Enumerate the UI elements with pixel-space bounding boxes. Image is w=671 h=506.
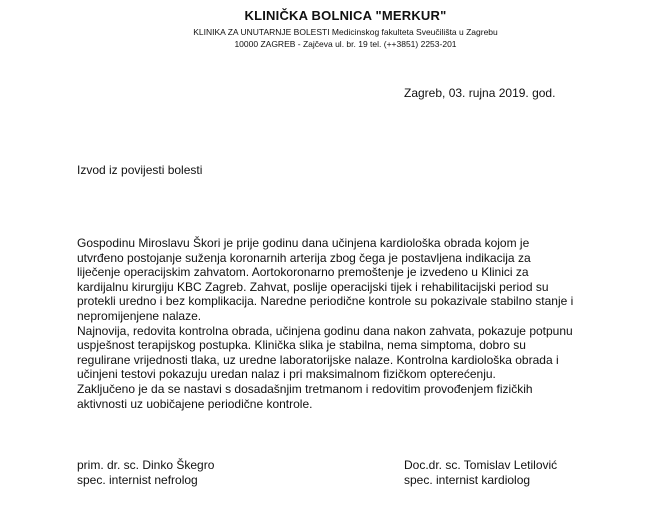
signatory-name: prim. dr. sc. Dinko Škegro xyxy=(77,458,215,472)
hospital-address: 10000 ZAGREB - Zajčeva ul. br. 19 tel. (++3851) 2253-201 xyxy=(234,39,457,49)
signatory-title: spec. internist kardiolog xyxy=(404,473,531,487)
letter-body xyxy=(77,236,577,411)
signatory-title: spec. internist nefrolog xyxy=(77,473,198,487)
letter-date: Zagreb, 03. rujna 2019. god. xyxy=(404,86,556,100)
body-paragraph: Gospodinu Miroslavu Škori je prije godinu dana učinjena kardiološka obrada kojom je utvrđeno postojanje suženja koronarnih arterija zbog čega je postavljena indikacija za liječenje operacijskim zahvatom. Aortokoronarno premoštenje je izvedeno u Klinici za kardijalnu kirurgiju KBC Zagreb. Zahvat, poslije operacijski tijek i rehabilitacijski period su protekli uredno i bez komplikacija. Naredne periodične kontrole su pokazivale stabilno stanje i nepromijenjene nalaze. xyxy=(77,236,574,323)
document-subject: Izvod iz povijesti bolesti xyxy=(77,163,203,177)
hospital-name: KLINIČKA BOLNICA "MERKUR" xyxy=(244,8,447,23)
clinic-name: KLINIKA ZA UNUTARNJE BOLESTI Medicinskog fakulteta Sveučilišta u Zagrebu xyxy=(193,27,498,37)
body-paragraph: Zaključeno je da se nastavi s dosadašnjim tretmanom i redovitim provođenjem fizičkih aktivnosti uz uobičajene periodične kontrole. xyxy=(77,381,533,411)
signature-right xyxy=(404,458,557,488)
body-paragraph: Najnovija, redovita kontrolna obrada, učinjena godinu dana nakon zahvata, pokazuje potpunu uspješnost terapijskog postupka. Klinička slika je stabilna, nema simptoma, dobro su regulirane vrijednosti tlaka, uz uredne laboratorijske nalaze. Kontrolna kardiološka obrada i učinjeni testovi pokazuju uredan nalaz i pri maksimalnom fizičkom opterećenju. xyxy=(77,323,573,382)
signature-left xyxy=(77,458,214,488)
letterhead xyxy=(0,8,671,50)
signatory-name: Doc.dr. sc. Tomislav Letilović xyxy=(404,458,558,472)
